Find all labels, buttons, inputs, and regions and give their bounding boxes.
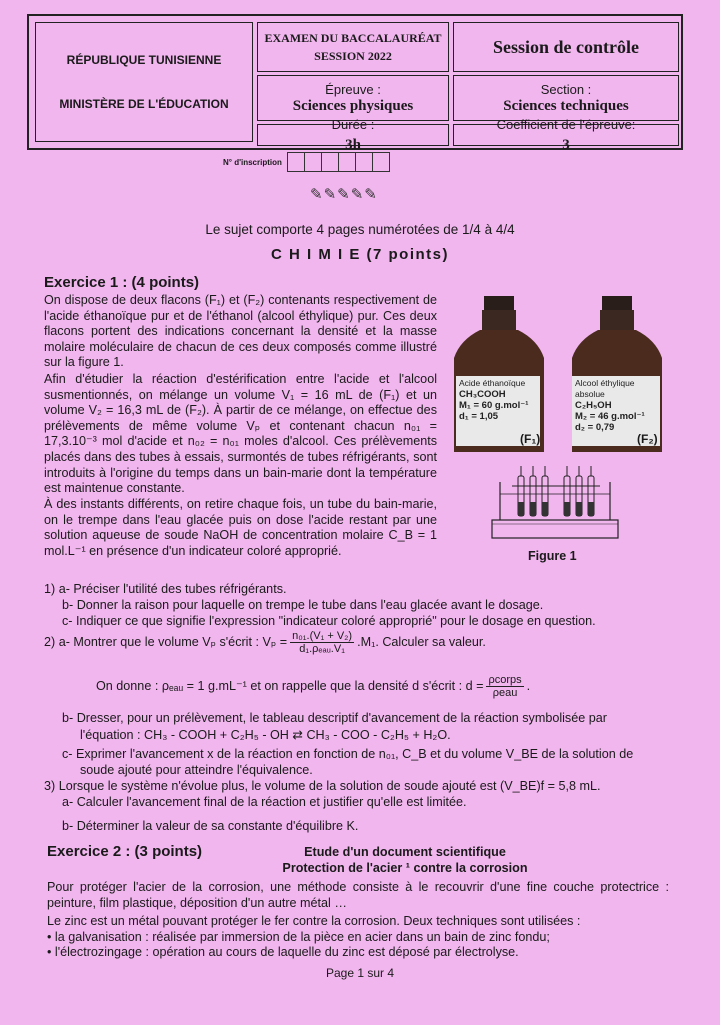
epreuve-cell: Épreuve : Sciences physiques (257, 75, 449, 121)
duree-value: 3h (345, 136, 361, 153)
flask-f2-label: Alcool éthylique absolue C₂H₅OH M₂ = 46 g.mol⁻¹ d₂ = 0,79 (572, 376, 660, 446)
coefficient-cell: Coefficient de l'épreuve: 3 (453, 124, 679, 146)
flask-f1-image (450, 296, 548, 452)
flask-f1-label: Acide éthanoïque CH₃COOH M₁ = 60 g.mol⁻¹ d₁ = 1,05 (456, 376, 540, 446)
exam-header (27, 14, 683, 153)
coefficient-value: 3 (562, 136, 570, 153)
density-formula: $\frac{\text{ρcorps}}{\text{ρeau}}$ (488, 674, 522, 699)
inscription-boxes[interactable] (288, 152, 390, 172)
exercise1-paragraph3: À des instants différents, on retire chaque fois, un tube du bain-marie, on le trempe dans l'eau glacée puis on dose l'acide restant par une solution aqueuse de soude NaOH de concentration molaire C_B = 1 mol.L⁻¹ en présence d'un indicateur coloré approprié. (44, 497, 437, 558)
question-2c-line2: soude ajouté pour atteindre l'équivalence. (80, 763, 313, 777)
flask-f2-tag: (F₂) (637, 432, 658, 446)
epreuve-value: Sciences physiques (292, 98, 414, 114)
question-1c: c- Indiquer ce que signifie l'expression "indicateur coloré approprié" pour le dosage en question. (62, 614, 596, 628)
question-2b-equation: l'équation : CH₃ - COOH + C₂H₅ - OH ⇄ CH₃ - COO - C₂H₅ + H₂O. (80, 728, 451, 742)
pencil-decoration-icon: ✎✎✎✎✎ (310, 186, 378, 203)
flask-f2-image (566, 296, 668, 452)
exercise1-paragraph1: On dispose de deux flacons (F₁) et (F₂) contenants respectivement de l'acide éthanoïque pur et de l'éthanol (alcool éthylique) pur. Ces deux flacons portent des indications concernant la densité et la masse molaire moléculaire de chacun de ces deux composés comme illustré sur la figure 1. (44, 293, 437, 370)
chimie-title: C H I M I E (7 points) (271, 246, 449, 263)
given-data: On donne : ρₑₐᵤ = 1 g.mL⁻¹ et on rappelle que la densité d s'écrit : d = $\frac{\text{ρcorps}}{\text{ρeau}}$ . (96, 674, 531, 699)
exam-title: EXAMEN DU BACCALAURÉAT SESSION 2022 (257, 22, 449, 72)
exercise2-title: Exercice 2 : (3 points) (47, 843, 203, 860)
question-2c-line1: c- Exprimer l'avancement x de la réaction en fonction de n₀₁, C_B et du volume V_BE de la solution de (62, 747, 634, 761)
question-3: 3) Lorsque le système n'évolue plus, le volume de la solution de soude ajouté est (V_BE)f = 5,8 mL. (44, 779, 601, 793)
flask-f1-tag: (F₁) (520, 432, 541, 446)
subject-intro: Le sujet comporte 4 pages numérotées de 1/4 à 4/4 (205, 222, 515, 237)
water-bath-diagram (488, 462, 622, 542)
question-1a: 1) a- Préciser l'utilité des tubes réfrigérants. (44, 582, 287, 596)
exercise1-paragraph2: Afin d'étudier la réaction d'estérification entre l'acide et l'alcool susmentionnés, on mélange un volume V₁ = 16 mL de (F₁) et un volume V₂ = 16,3 mL de (F₂). À partir de ce mélange, on effectue des prélèvements de même volume Vₚ et contenant chacun n₀₁ = 17,3.10⁻³ mol d'acide et n₀₂ = n₀₁ moles d'alcool. Ces prélèvements placés dans des tubes à essais, surmontés de tubes réfrigérants, sont introduits à l'origine du temps dans un bain-marie dont la température est maintenue constante. (44, 372, 437, 496)
ministry-block (35, 22, 253, 142)
question-1b: b- Donner la raison pour laquelle on trempe le tube dans l'eau glacée avant le dosage. (62, 598, 544, 612)
figure-caption: Figure 1 (528, 549, 577, 563)
page-footer: Page 1 sur 4 (325, 966, 395, 980)
exercise2-paragraph1: Pour protéger l'acier de la corrosion, une méthode consiste à le recouvrir d'une fine couche protectrice : peinture, film plastique, déposition d'un autre métal … (47, 880, 669, 910)
question-3a: a- Calculer l'avancement final de la réaction et justifier qu'elle est limitée. (62, 795, 467, 809)
question-2b-line1: b- Dresser, pour un prélèvement, le tableau descriptif d'avancement de la réaction symbolisée par (62, 711, 607, 725)
duree-cell: Durée : 3h (257, 124, 449, 146)
section-cell: Section : Sciences techniques (453, 75, 679, 121)
session-title: Session de contrôle (453, 22, 679, 72)
question-3b: b- Déterminer la valeur de sa constante d'équilibre K. (62, 819, 359, 833)
question-2a: 2) a- Montrer que le volume Vₚ s'écrit : Vₚ = $\frac{\text{n₀₁.(V₁ + V₂)}}{\text{d₁.ρₑₐᵤ.V₁}}$ .M₁. Calculer sa valeur. (44, 630, 486, 655)
ministry-label: MINISTÈRE DE L'ÉDUCATION (59, 97, 229, 111)
vp-formula: $\frac{\text{n₀₁.(V₁ + V₂)}}{\text{d₁.ρₑₐᵤ.V₁}}$ (292, 630, 353, 655)
exercise2-paragraph2: Le zinc est un métal pouvant protéger le fer contre la corrosion. Deux techniques sont utilisées : • la galvanisation : réalisée par immersion de la pièce en acier dans un bain de zinc fondu; • l'électrozingage : opération au cours de laquelle du zinc est déposé par électrolyse. (47, 914, 581, 960)
exercise1-title: Exercice 1 : (4 points) (44, 274, 200, 291)
inscription-number: N° d'inscription (223, 152, 390, 172)
section-value: Sciences techniques (503, 98, 629, 114)
exercise2-subtitle: Etude d'un document scientifique Protection de l'acier ¹ contre la corrosion (282, 845, 528, 875)
republic-label: RÉPUBLIQUE TUNISIENNE (66, 53, 222, 67)
